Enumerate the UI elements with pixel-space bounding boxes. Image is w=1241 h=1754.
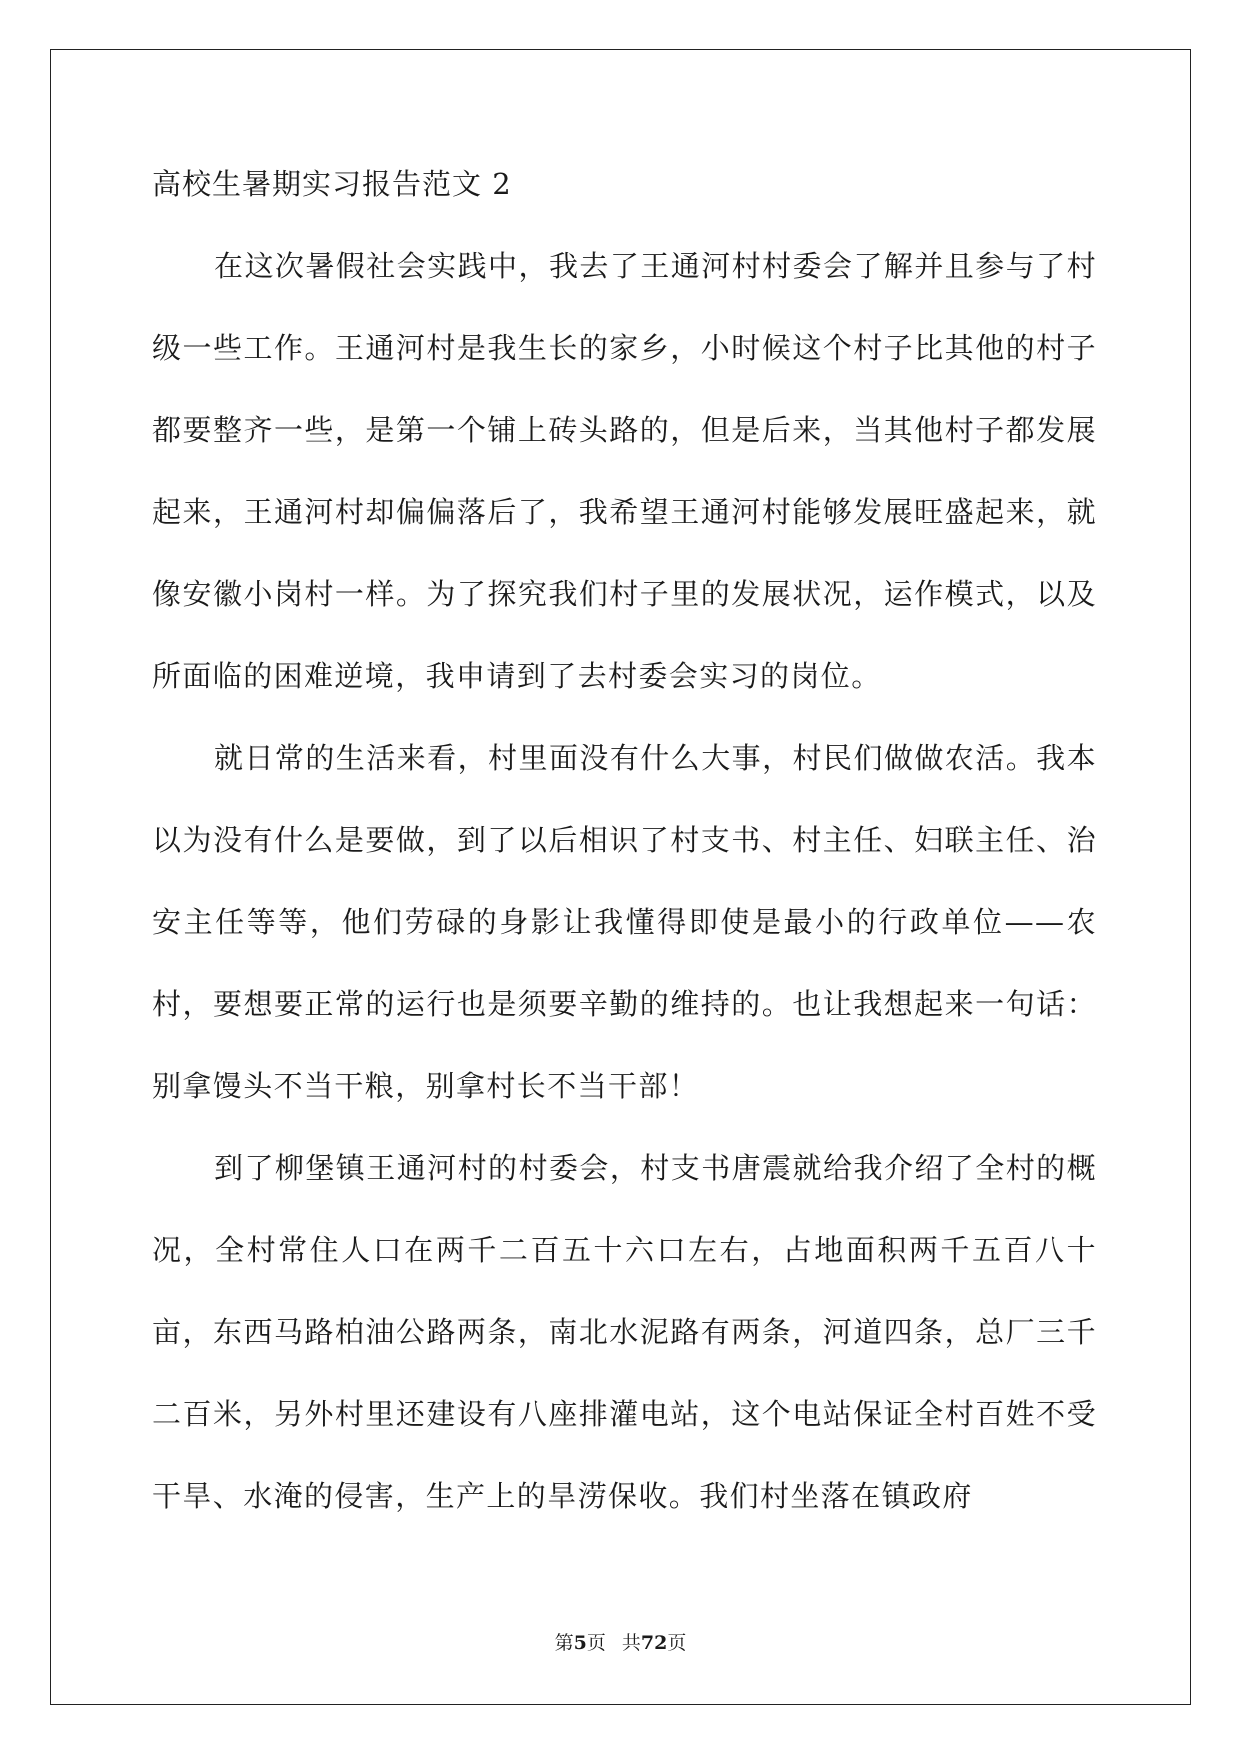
paragraph-2: 就日常的生活来看，村里面没有什么大事，村民们做做农活。我本以为没有什么是要做，到了以后相识了村支书、村主任、妇联主任、治安主任等等，他们劳碌的身影让我懂得即使是最小的行政单位——农村，要想要正常的运行也是须要辛勤的维持的。也让我想起来一句话：别拿馒头不当干粮，别拿村长不当干部！ (152, 741, 1097, 1103)
document-title: 高校生暑期实习报告范文 2 (152, 167, 512, 201)
paragraph-3: 到了柳堡镇王通河村的村委会，村支书唐震就给我介绍了全村的概况，全村常住人口在两千二百五十六口左右，占地面积两千五百八十亩，东西马路柏油公路两条，南北水泥路有两条，河道四条，总厂三千二百米，另外村里还建设有八座排灌电站，这个电站保证全村百姓不受干旱、水淹的侵害，生产上的旱涝保收。我们村坐落在镇政府 (152, 1151, 1097, 1513)
page-footer (0, 1628, 1241, 1655)
footer-total-prefix: 共 (621, 1632, 641, 1654)
footer-prefix: 第 (554, 1632, 574, 1654)
document-body (152, 162, 1097, 1537)
footer-page-suffix: 页 (586, 1632, 606, 1654)
current-page-number: 5 (573, 1632, 587, 1654)
paragraph-1: 在这次暑假社会实践中，我去了王通河村村委会了解并且参与了村级一些工作。王通河村是我生长的家乡，小时候这个村子比其他的村子都要整齐一些，是第一个铺上砖头路的，但是后来，当其他村子都发展起来，王通河村却偏偏落后了，我希望王通河村能够发展旺盛起来，就像安徽小岗村一样。为了探究我们村子里的发展状况，运作模式，以及所面临的困难逆境，我申请到了去村委会实习的岗位。 (152, 249, 1097, 693)
footer-total-suffix: 页 (667, 1632, 687, 1654)
total-page-count: 72 (640, 1632, 668, 1654)
